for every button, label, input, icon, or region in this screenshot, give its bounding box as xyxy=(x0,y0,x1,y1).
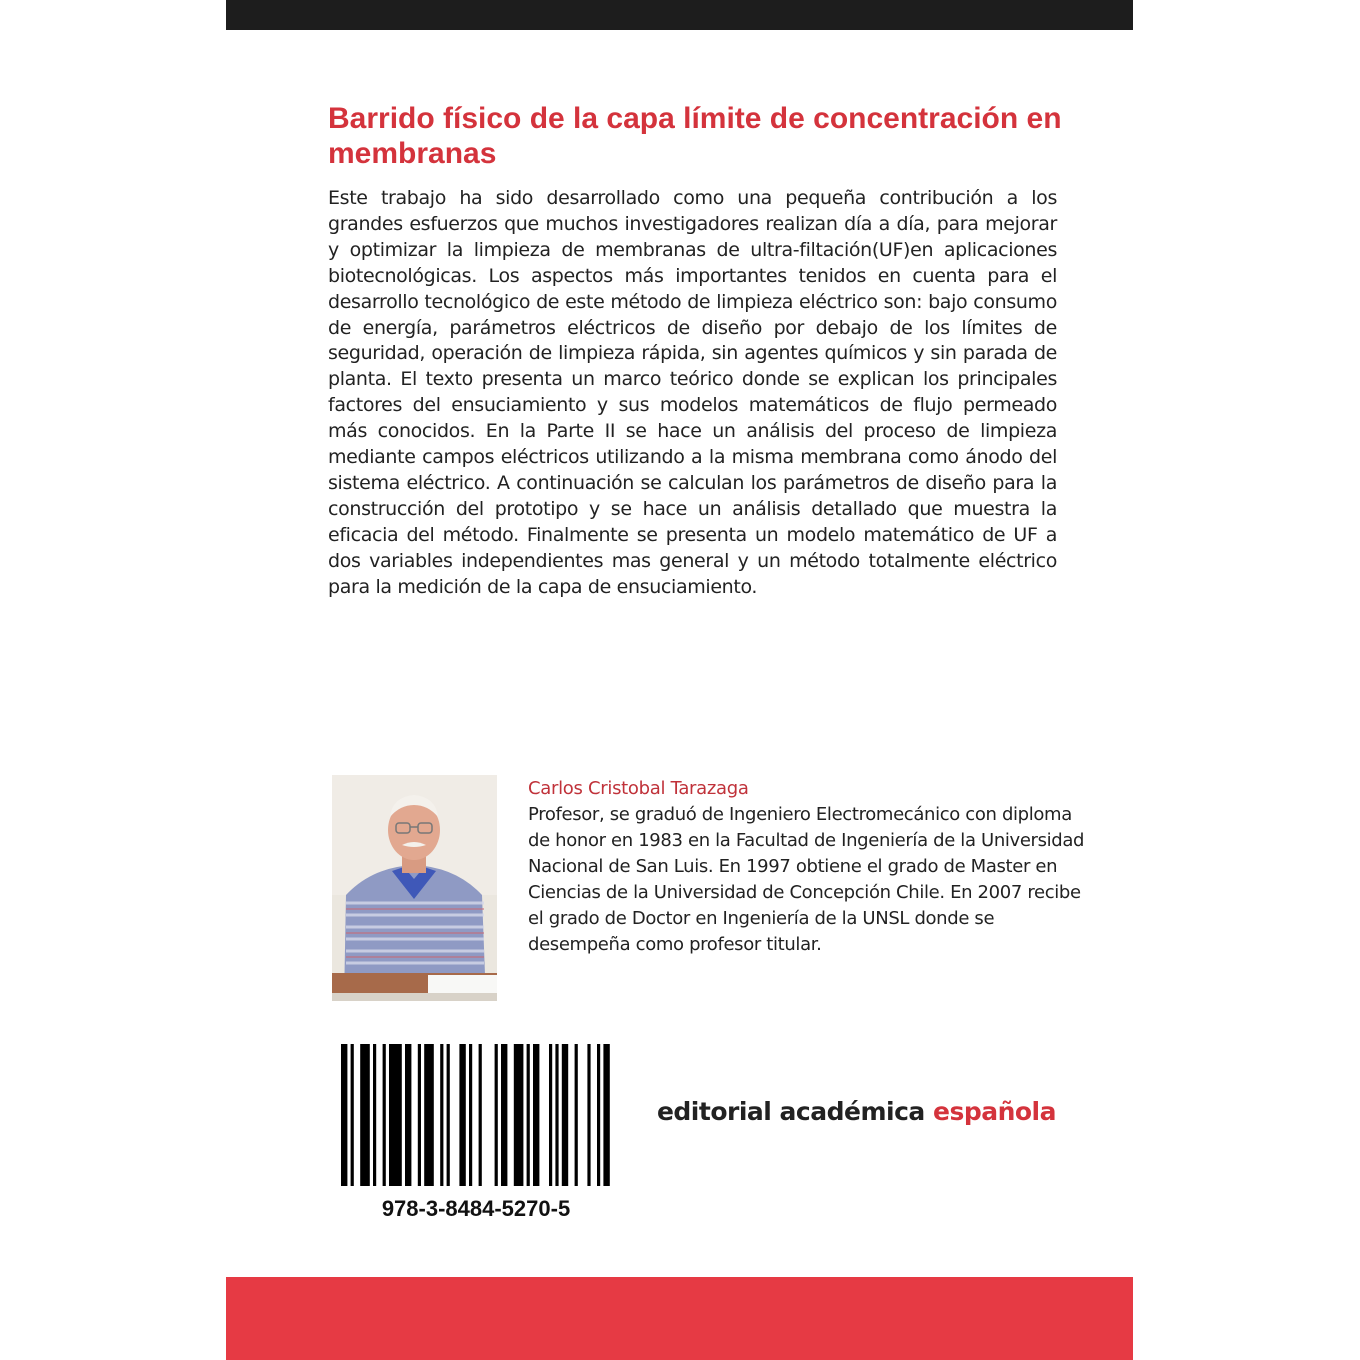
publisher-name-main: editorial académica xyxy=(656,1097,925,1126)
barcode-bar xyxy=(360,1044,370,1186)
barcode-bar xyxy=(575,1044,578,1186)
barcode-bar xyxy=(587,1044,590,1186)
barcode-bar xyxy=(351,1044,354,1186)
top-band xyxy=(226,0,1133,30)
barcode-bars xyxy=(331,1026,621,1194)
barcode-bar xyxy=(373,1044,376,1186)
barcode-bar xyxy=(479,1044,482,1186)
author-bio: Profesor, se graduó de Ingeniero Electromecánico con diploma de honor en 1983 en la Facultad de Ingeniería de la Universidad Nacional de San Luis. En 1997 obtiene el grado de Master en Ciencias de la Universidad de Concepción Chile. En 2007 recibe el grado de Doctor en Ingeniería de la UNSL donde se desempeña como profesor titular. xyxy=(528,804,1085,955)
barcode-bar xyxy=(501,1044,507,1186)
barcode-bar xyxy=(424,1044,434,1186)
book-blurb: Este trabajo ha sido desarrollado como una pequeña contribución a los grandes esfuerzos que muchos investigadores realizan día a día, para mejorar y optimizar la limpieza de membranas de ultra-filtación(UF)en aplicaciones biotecnológicas. Los aspectos más importantes tenidos en cuenta para el desarrollo tecnológico de este método de limpieza eléctrico son: bajo consumo de energía, parámetros eléctricos de diseño por debajo de los límites de seguridad, operación de limpieza rápida, sin agentes químicos y sin parada de planta. El texto presenta un marco teórico donde se explican los principales factores del ensuciamiento y sus modelos matemáticos de flujo permeado más conocidos. En la Parte II se hace un análisis del proceso de limpieza mediante campos eléctricos utilizando a la misma membrana como ánodo del sistema eléctrico. A continuación se calculan los parámetros de diseño para la construcción del prototipo y se hace un análisis detallado que muestra la eficacia del método. Finalmente se presenta un modelo matemático de UF a dos variables independientes mas general y un método totalmente eléctrico para la medición de la capa de ensuciamiento. xyxy=(328,187,1057,598)
publisher-name-accent: española xyxy=(932,1097,1056,1126)
barcode-bar xyxy=(341,1044,347,1186)
isbn-number: 978-3-8484-5270-5 xyxy=(381,1196,571,1221)
book-back-cover xyxy=(226,0,1133,1360)
barcode-bar xyxy=(555,1044,558,1186)
barcode-bar xyxy=(527,1044,530,1186)
barcode-bar xyxy=(562,1044,568,1186)
book-title: Barrido físico de la capa límite de concentración en membranas xyxy=(328,102,1062,170)
barcode-bar xyxy=(440,1044,443,1186)
barcode-bar xyxy=(597,1044,600,1186)
bottom-band xyxy=(226,1277,1133,1360)
barcode-bar xyxy=(405,1044,411,1186)
barcode-bar xyxy=(533,1044,539,1186)
barcode-bar xyxy=(447,1044,450,1186)
barcode-bar xyxy=(549,1044,552,1186)
barcode-bar xyxy=(389,1044,402,1186)
barcode-bar xyxy=(495,1044,498,1186)
barcode-bar xyxy=(459,1044,465,1186)
publisher-logo xyxy=(606,1094,1056,1130)
barcode-bar xyxy=(469,1044,472,1186)
barcode-bar xyxy=(514,1044,524,1186)
barcode-bar xyxy=(418,1044,421,1186)
author-name: Carlos Cristobal Tarazaga xyxy=(528,778,749,799)
author-photo xyxy=(332,775,497,1001)
barcode-bar xyxy=(383,1044,386,1186)
barcode xyxy=(331,1026,621,1226)
